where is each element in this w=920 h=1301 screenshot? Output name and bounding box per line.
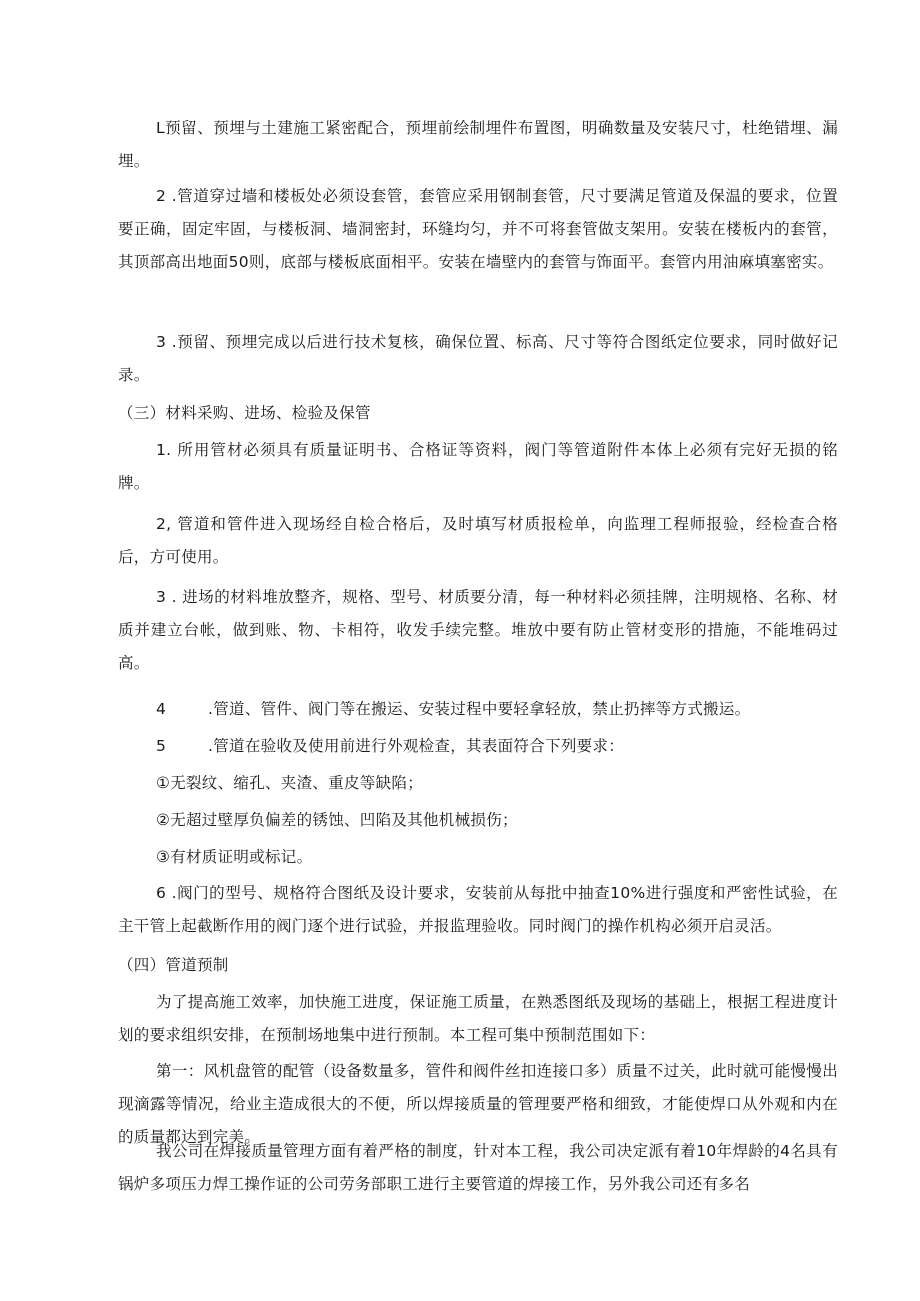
paragraph-storage: 3 . 进场的材料堆放整齐，规格、型号、材质要分清，每一种材料必须挂牌，注明规格、名称、材质并建立台帐，做到账、物、卡相符，收发手续完整。堆放中要有防止管材变形的措施，不能堆码过高。 (118, 588, 838, 672)
paragraph-fan-coil: 第一：风机盘管的配管（设备数量多，管件和阀件丝扣连接口多）质量不过关，此时就可能慢慢出现滴露等情况，给业主造成很大的不便，所以焊接质量的管理要严格和细致，才能使焊口从外观和内在的质量都达到完美。 (118, 1062, 838, 1146)
list-item-certification: ③有材质证明或标记。 (156, 848, 313, 866)
paragraph-inspection-report: 2, 管道和管件进入现场经自检合格后，及时填写材质报检单，向监理工程师报验，经检查合格后，方可使用。 (118, 515, 838, 566)
list-item-defects: ①无裂纹、缩孔、夹渣、重皮等缺陷； (156, 774, 423, 792)
section-heading-materials: （三）材料采购、进场、检验及保管 (118, 404, 371, 422)
list-item-corrosion: ②无超过壁厚负偏差的锈蚀、凹陷及其他机械损伤； (156, 811, 518, 829)
paragraph-handling (156, 693, 876, 726)
paragraph-valve-testing: 6 .阀门的型号、规格符合图纸及设计要求，安装前从每批中抽查10%进行强度和严密性试验，在主干管上起截断作用的阀门逐个进行试验，并报监理验收。同时阀门的操作机构必须开启灵活。 (118, 884, 838, 935)
paragraph-sleeves: 2 .管道穿过墙和楼板处必须设套管，套管应采用钢制套管，尺寸要满足管道及保温的要求，位置要正确，固定牢固，与楼板洞、墙洞密封，环缝均匀，并不可将套管做支架用。安装在楼板内的套管，其顶部高出地面50则，底部与楼板底面相平。安装在墙壁内的套管与饰面平。套管内用油麻填塞密实。 (118, 187, 838, 271)
item-number: 4 (156, 700, 167, 718)
paragraph-prefab-intro: 为了提高施工效率，加快施工进度，保证施工质量，在熟悉图纸及现场的基础上，根据工程进度计划的要求组织安排，在预制场地集中进行预制。本工程可集中预制范围如下： (118, 993, 838, 1044)
paragraph-welding: 我公司在焊接质量管理方面有着严格的制度，针对本工程，我公司决定派有着10年焊龄的4名具有锅炉多项压力焊工操作证的公司劳务部职工进行主要管道的焊接工作，另外我公司还有多名 (118, 1142, 838, 1193)
item-text: .管道在验收及使用前进行外观检查，其表面符合下列要求： (208, 737, 625, 755)
item-text: .管道、管件、阀门等在搬运、安装过程中要轻拿轻放，禁止扔摔等方式搬运。 (208, 700, 751, 718)
paragraph-review: 3 .预留、预埋完成以后进行技术复核，确保位置、标高、尺寸等符合图纸定位要求，同时做好记录。 (118, 333, 838, 384)
item-number: 5 (156, 737, 167, 755)
section-heading-prefab: （四）管道预制 (118, 956, 229, 974)
paragraph-visual-check (156, 730, 876, 763)
paragraph-material-certificates: 1. 所用管材必须具有质量证明书、合格证等资料，阀门等管道附件本体上必须有完好无损的铭牌。 (118, 441, 838, 492)
paragraph-embedding: L预留、预埋与土建施工紧密配合，预埋前绘制埋件布置图，明确数量及安装尺寸，杜绝错埋、漏埋。 (118, 119, 838, 170)
